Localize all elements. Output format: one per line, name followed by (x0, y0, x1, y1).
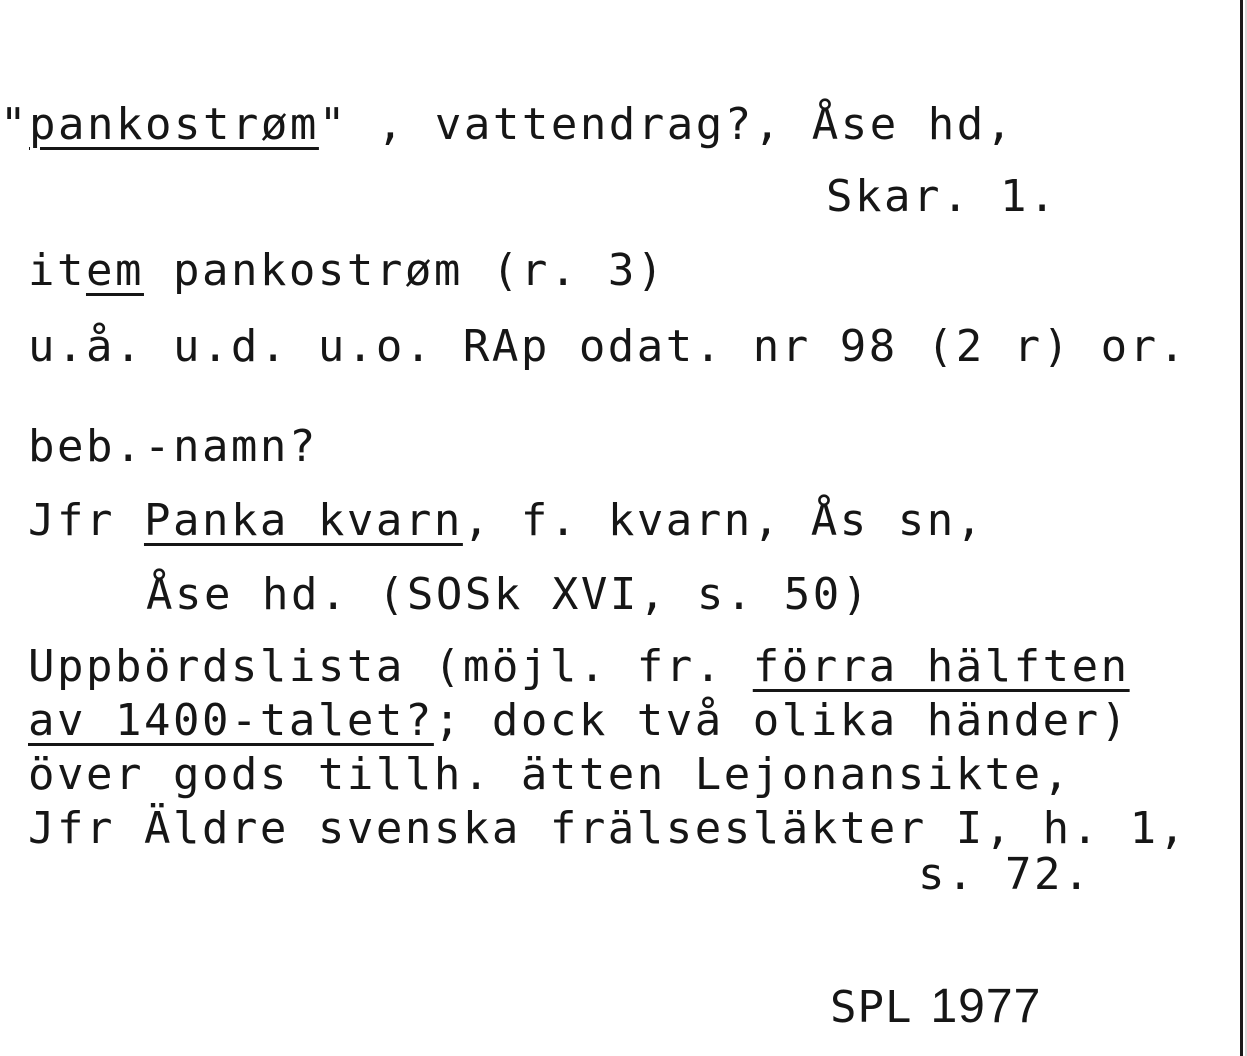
item-underlined: em (85, 245, 144, 296)
stamp-year: 1977 (930, 980, 1042, 1033)
card-line-list (28, 642, 1130, 692)
quote-open: " (0, 99, 29, 150)
card-line-century (28, 696, 1130, 746)
card-line-reference: Åse hd. (SOSk XVI, s. 50) (146, 569, 871, 620)
card-line-estate: över gods tillh. ätten Lejonansikte, (28, 749, 1072, 800)
compare-name: Panka kvarn (143, 495, 463, 546)
compare-description: , f. kvarn, Ås sn, (462, 495, 985, 546)
headword-description: " , vattendrag?, Åse hd, (318, 99, 1015, 150)
card-line-page: s. 72. (918, 849, 1092, 900)
headword: pankostrøm (29, 99, 319, 150)
card-line-source: Skar. 1. (826, 171, 1058, 222)
card-line-item (28, 246, 666, 296)
stamp-initials: SPL (830, 982, 913, 1033)
century-underlined: av 1400-talet? (28, 695, 434, 746)
card-line-literature: Jfr Äldre svenska frälsesläkter I, h. 1, (28, 803, 1188, 854)
list-period: förra hälften (752, 641, 1130, 692)
card-line-headword (0, 100, 1015, 150)
century-note: ; dock två olika händer) (433, 695, 1130, 746)
item-prefix: it (28, 245, 86, 296)
card-line-type: beb.-namn? (28, 421, 318, 472)
card-line-dating: u.å. u.d. u.o. RAp odat. nr 98 (2 r) or. (28, 321, 1188, 372)
archive-stamp (830, 982, 1041, 1033)
item-form: pankostrøm (r. 3) (143, 245, 666, 296)
compare-prefix: Jfr (28, 495, 144, 546)
card-edge-line (1240, 0, 1243, 1056)
list-prefix: Uppbördslista (möjl. fr. (28, 641, 753, 692)
card-line-compare (28, 496, 985, 546)
